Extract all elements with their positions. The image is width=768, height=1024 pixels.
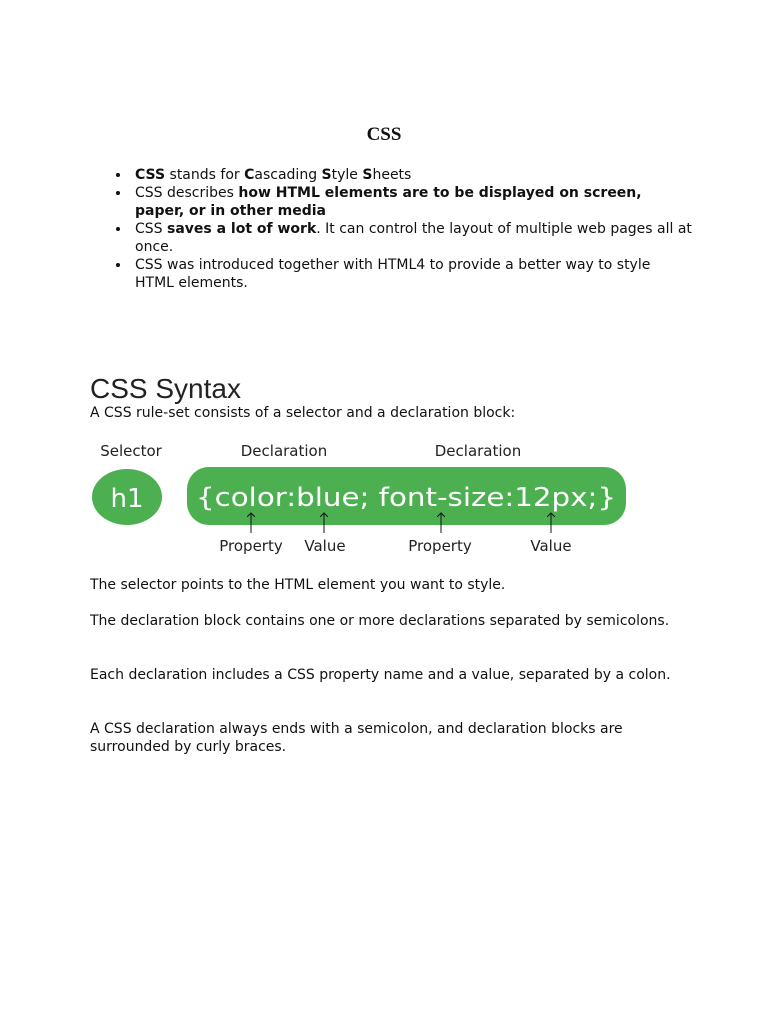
- list-item: [112, 220, 692, 256]
- list-item-text: ascading: [254, 167, 322, 183]
- list-item-text: how HTML elements are to be displayed on screen, paper, or in other media: [135, 185, 642, 219]
- list-item-text: heets: [372, 167, 412, 183]
- list-item-text: CSS was introduced together with HTML4 to provide a better way to style HTML elements.: [135, 257, 651, 291]
- list-item-text: stands for: [165, 167, 245, 183]
- value-label-1: Value: [304, 537, 346, 555]
- list-item: [112, 184, 692, 220]
- list-item-text: tyle: [331, 167, 363, 183]
- list-item-text: saves a lot of work: [167, 221, 317, 237]
- bullet-list: [112, 166, 692, 292]
- list-item-text: . It can control the layout of multiple web pages all at once.: [135, 221, 692, 255]
- list-item-text: S: [321, 167, 332, 183]
- body-paragraph: The selector points to the HTML element you want to style.: [90, 577, 506, 593]
- body-paragraph: Each declaration includes a CSS property name and a value, separated by a colon.: [90, 667, 671, 683]
- page-title: CSS: [366, 124, 402, 145]
- list-item-text: S: [362, 167, 373, 183]
- list-item-text: C: [244, 167, 255, 183]
- list-item-text: CSS: [135, 167, 166, 183]
- list-item: [112, 166, 692, 184]
- property-label-2: Property: [408, 537, 472, 555]
- property-label-1: Property: [219, 537, 283, 555]
- declaration-label-1: Declaration: [240, 442, 328, 460]
- declaration-block-text: {color:blue; font-size:12px;}: [196, 483, 616, 513]
- body-paragraph: A CSS declaration always ends with a semicolon, and declaration blocks are surrounded by curly braces.: [90, 721, 623, 755]
- value-label-2: Value: [530, 537, 572, 555]
- body-paragraph: The declaration block contains one or more declarations separated by semicolons.: [90, 613, 670, 629]
- selector-label: Selector: [100, 442, 162, 460]
- intro-paragraph: A CSS rule-set consists of a selector and a declaration block:: [90, 405, 516, 421]
- declaration-label-2: Declaration: [434, 442, 522, 460]
- list-item-text: CSS: [135, 221, 167, 237]
- list-item-text: CSS describes: [135, 185, 239, 201]
- css-syntax-diagram: [84, 432, 644, 562]
- list-item: [112, 256, 692, 292]
- selector-text: h1: [110, 484, 144, 514]
- section-heading: CSS Syntax: [90, 373, 241, 405]
